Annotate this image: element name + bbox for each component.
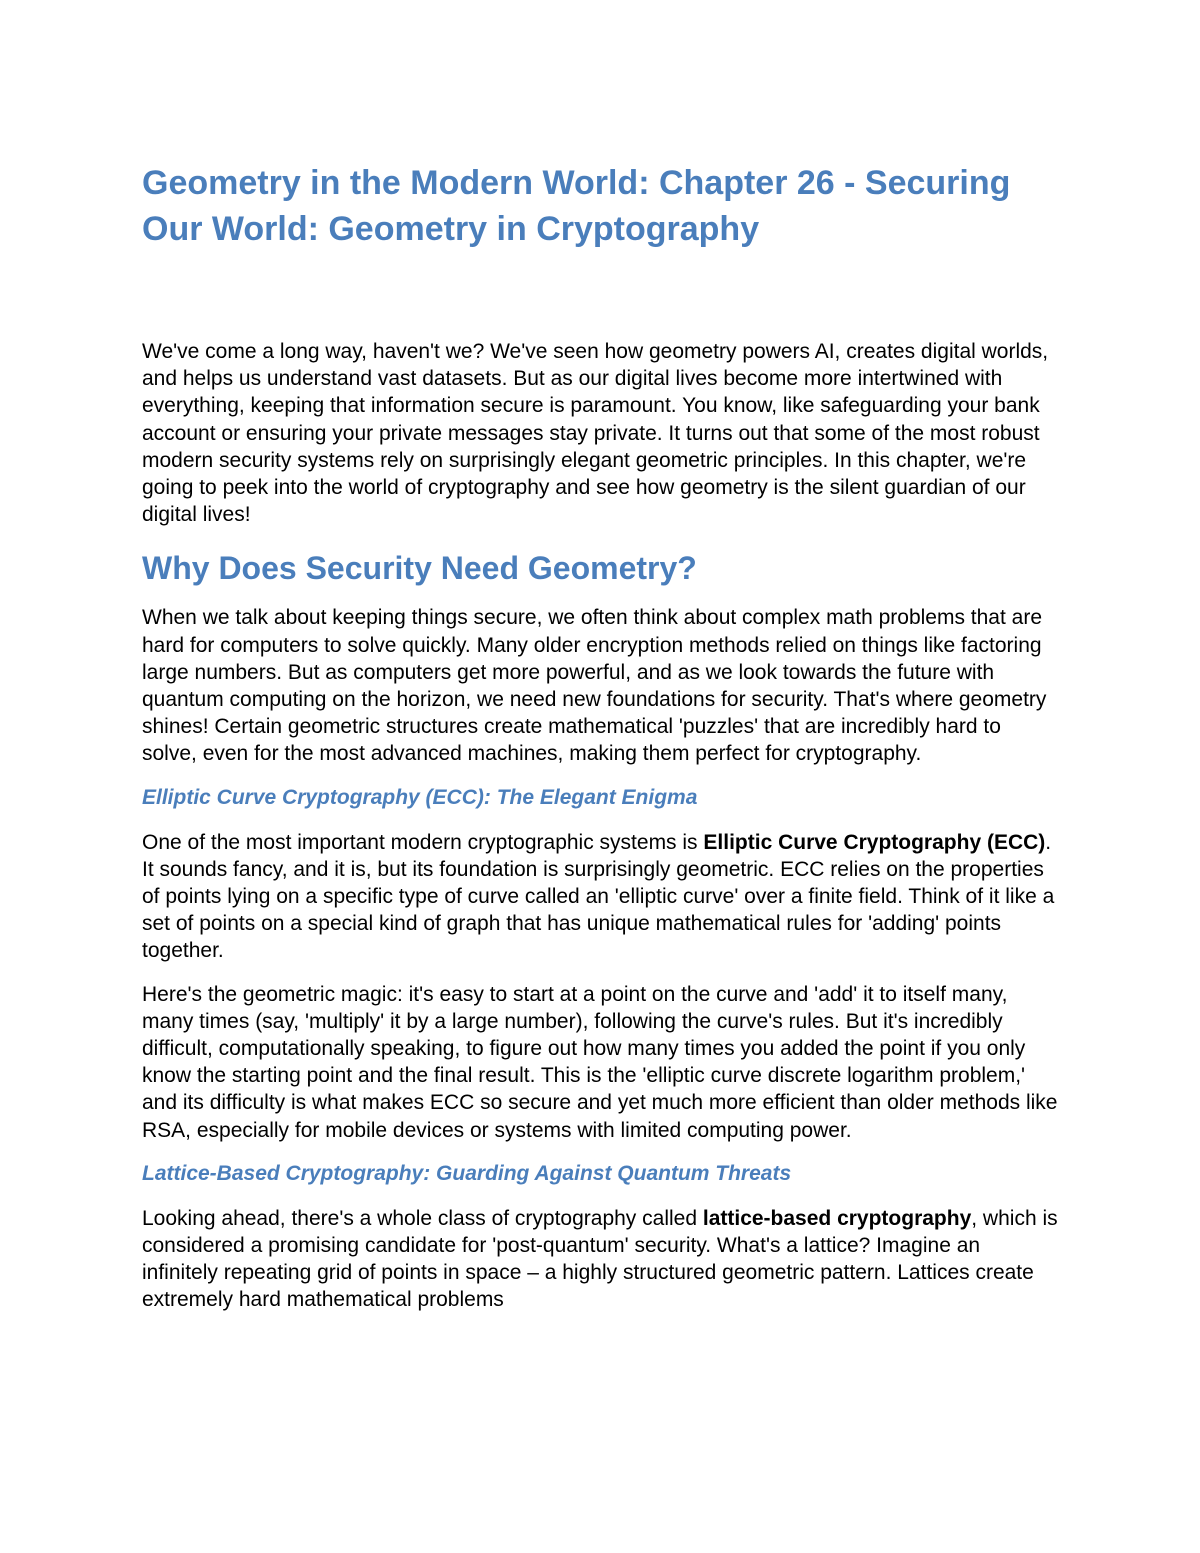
intro-paragraph: We've come a long way, haven't we? We've seen how geometry powers AI, creates digital worlds, and helps us understand vast datasets. But as our digital lives become more intertwined with everything, keeping that information secure is paramount. You know, like safeguarding your bank account or ensuring your private messages stay private. It turns out that some of the most robust modern security systems rely on surprisingly elegant geometric principles. In this chapter, we're going to peek into the world of cryptography and see how geometry is the silent guardian of our digital lives!	[142, 340, 1049, 527]
subheading-ecc: Elliptic Curve Cryptography (ECC): The Elegant Enigma	[142, 785, 698, 809]
why-geometry-paragraph: When we talk about keeping things secure, we often think about complex math problems that are hard for computers to solve quickly. Many older encryption methods relied on things like factoring large numbers. But as computers get more powerful, and as we look towards the future with quantum computing on the horizon, we need new foundations for security. That's where geometry shines! Certain geometric structures create mathematical 'puzzles' that are incredibly hard to solve, even for the most advanced machines, making them perfect for cryptography.	[142, 606, 1047, 766]
ecc-paragraph-1	[142, 829, 1060, 965]
subheading-lattice: Lattice-Based Cryptography: Guarding Against Quantum Threats	[142, 1161, 792, 1185]
section-heading-why-geometry: Why Does Security Need Geometry?	[142, 550, 697, 587]
ecc-term-bold: Elliptic Curve Cryptography (ECC)	[703, 830, 1046, 854]
ecc-paragraph-2: Here's the geometric magic: it's easy to start at a point on the curve and 'add' it to itself many, many times (say, 'multiply' it by a large number), following the curve's rules. But it's incredibly difficult, computationally speaking, to figure out how many times you added the point if you only know the starting point and the final result. This is the 'elliptic curve discrete logarithm problem,' and its difficulty is what makes ECC so secure and yet much more efficient than older methods like RSA, especially for mobile devices or systems with limited computing power.	[142, 982, 1058, 1142]
ecc-p1-text-after: . It sounds fancy, and it is, but its foundation is surprisingly geometric. ECC relies on the properties of points lying on a specific type of curve called an 'elliptic curve' over a finite field. Think of it like a set of points on a special kind of graph that has unique mathematical rules for 'adding' points together.	[142, 830, 1055, 963]
lattice-paragraph-1	[142, 1205, 1060, 1314]
lattice-term-bold: lattice-based cryptography	[702, 1206, 972, 1230]
lattice-p1-text-before: Looking ahead, there's a whole class of cryptography called	[142, 1206, 703, 1230]
document-title: Geometry in the Modern World: Chapter 26 - Securing Our World: Geometry in Cryptography	[142, 164, 1011, 248]
ecc-p1-text-before: One of the most important modern cryptographic systems is	[142, 830, 704, 854]
lattice-p1-text-after: , which is considered a promising candidate for 'post-quantum' security. What's a lattice? Imagine an infinitely repeating grid of points in space – a highly structured geometric pattern. Lattices create extremely hard mathematical problems	[142, 1206, 1058, 1312]
document-page	[142, 160, 1060, 1330]
